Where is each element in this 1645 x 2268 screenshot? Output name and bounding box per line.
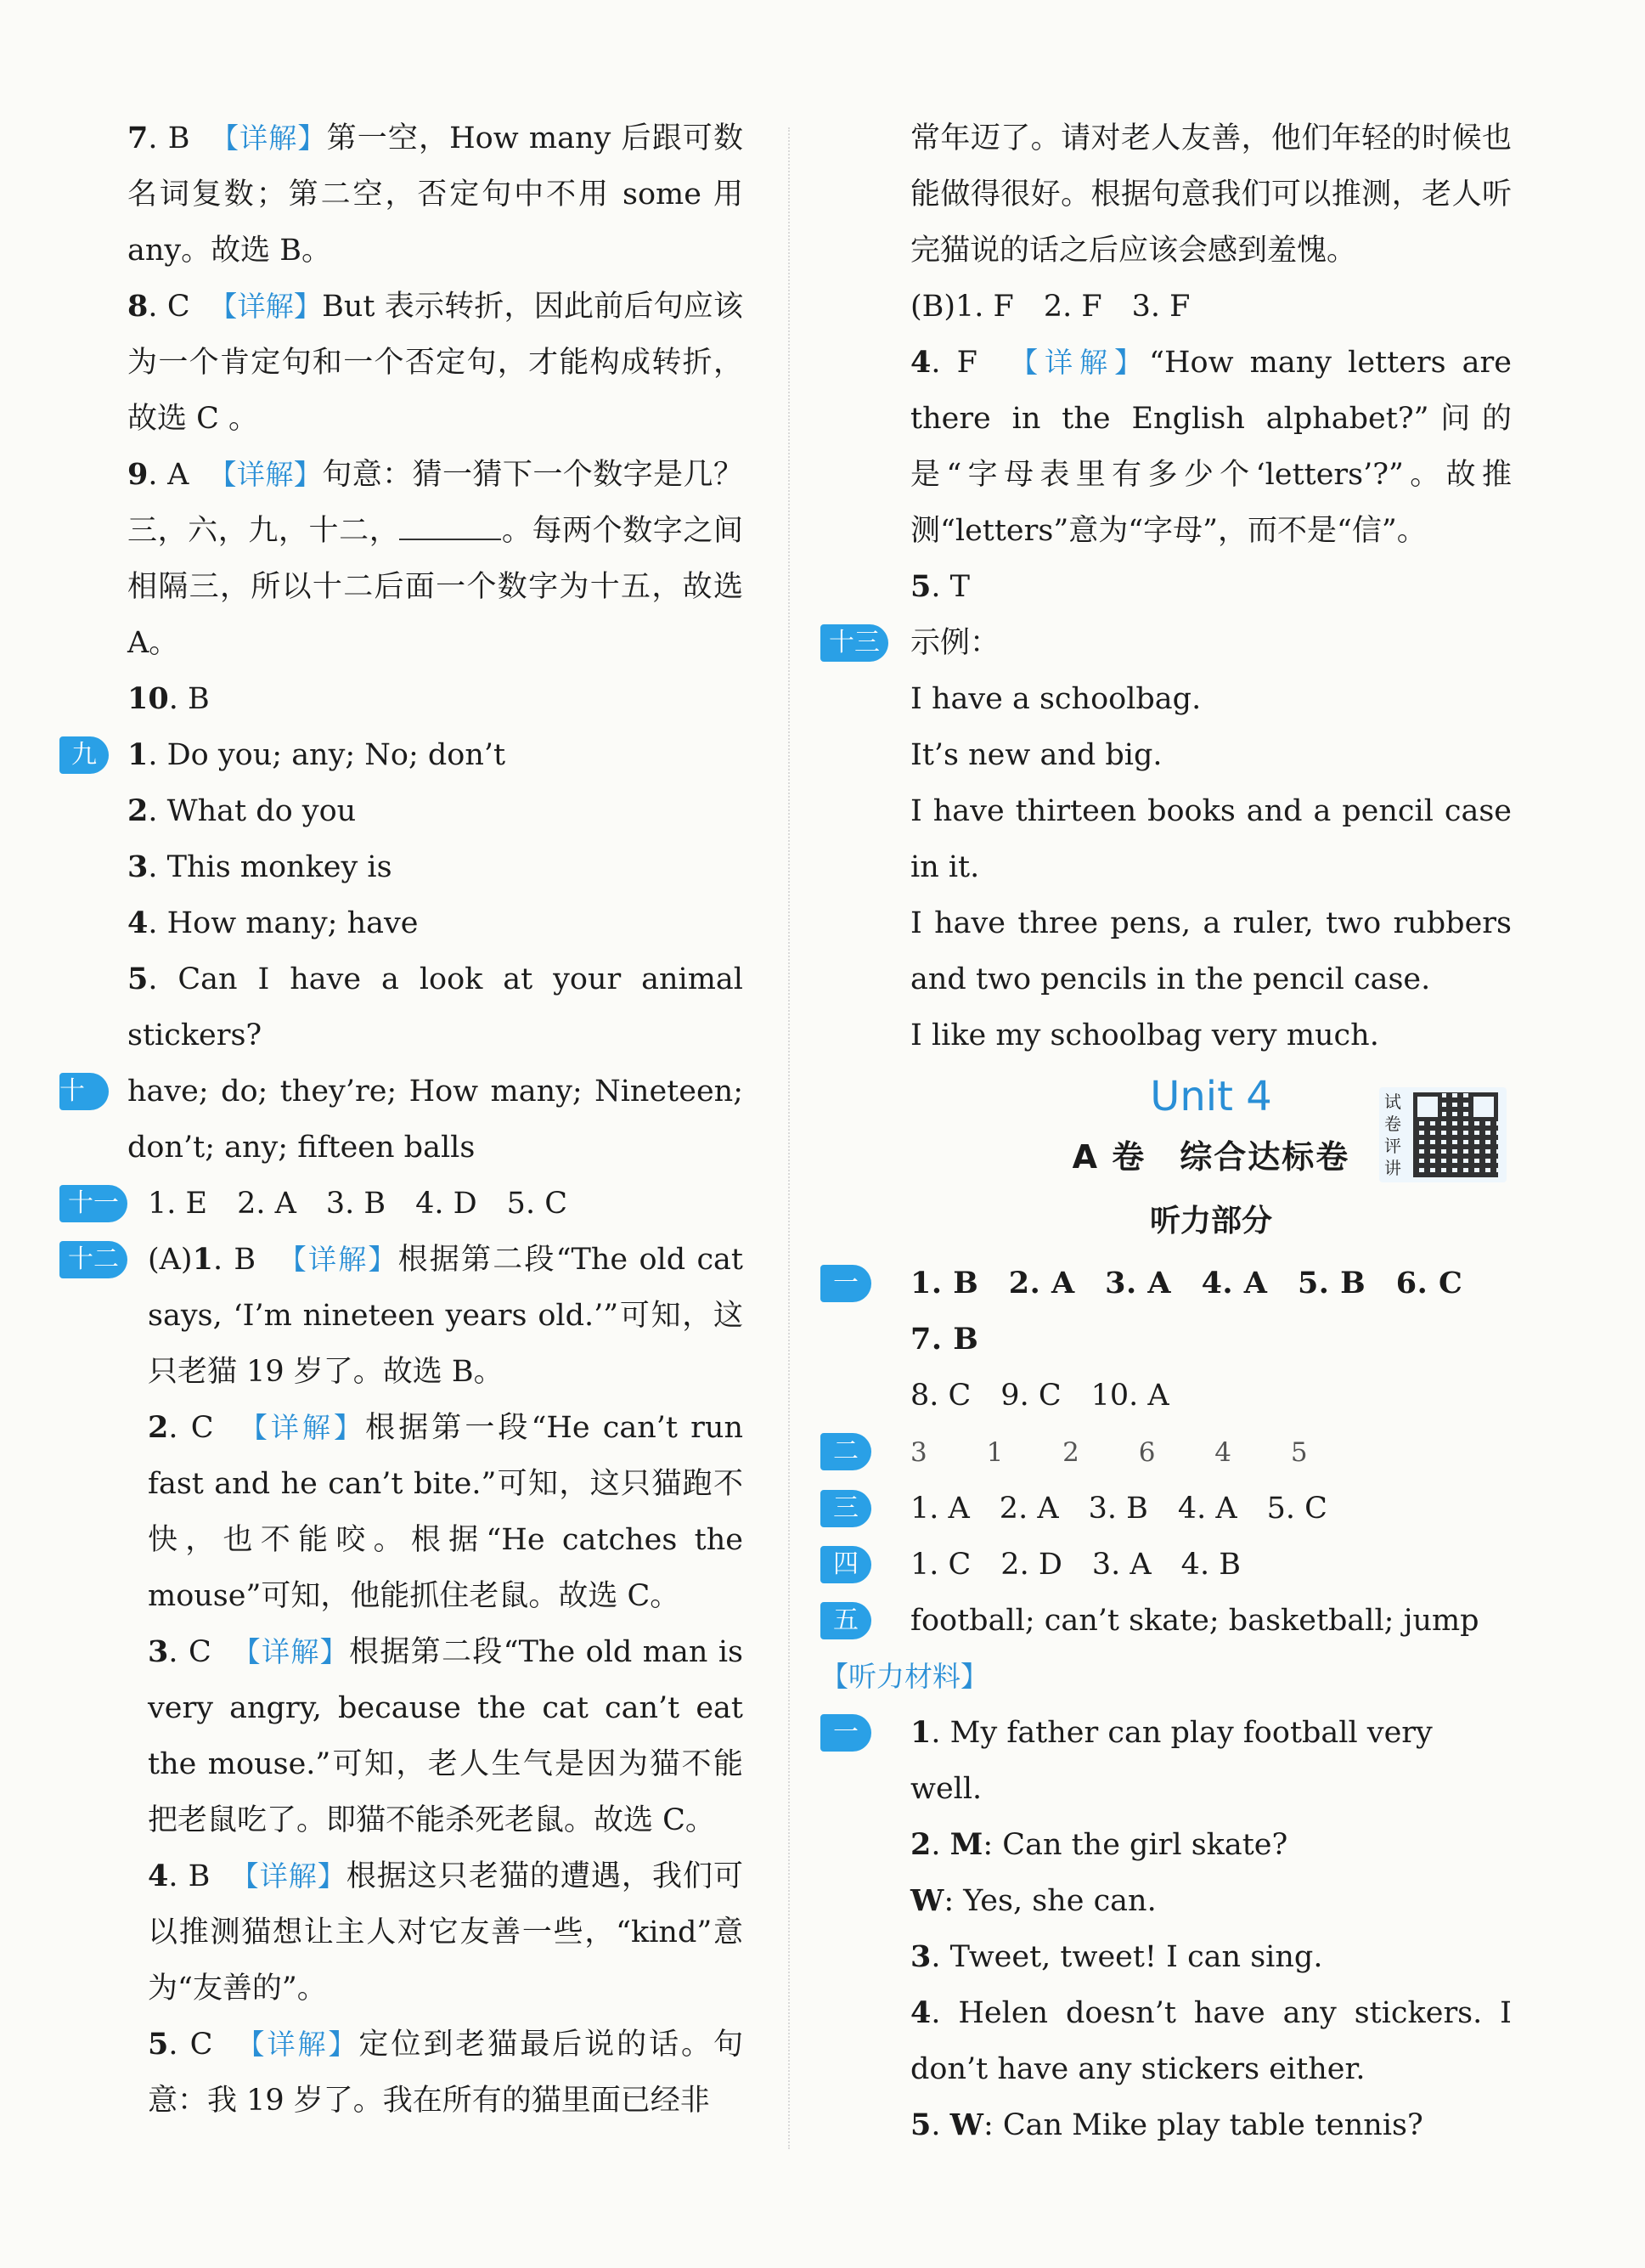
detail-tag: 【详解】 xyxy=(236,2028,359,2061)
answer-b4: 4. F 【详解】“How many letters are there in the English alphabet?”问的是“字母表里有多少个‘letters’?”。故推测“letters”意为“字母”，而不是“信”。 xyxy=(910,345,1512,548)
section-13 xyxy=(829,615,1512,1063)
example-label: 示例： xyxy=(910,626,1000,660)
answer-8: 8. C 【详解】But 表示转折，因此前后句应该为一个肯定句和一个否定句，才能构成转折，故选 C 。 xyxy=(127,289,743,436)
detail-tag: 【详解】 xyxy=(239,1411,366,1444)
section-badge: 十三 xyxy=(820,624,888,662)
section-10: 十 have; do; they’re; How many; Nineteen; don’t; any; fifteen balls xyxy=(59,1075,743,1165)
section-badge: 十二 xyxy=(59,1241,127,1278)
left-column xyxy=(59,110,743,2129)
section-badge: 十一 xyxy=(59,1185,127,1222)
example-line: I have three pens, a ruler, two rubbers and two pencils in the pencil case. xyxy=(910,906,1512,996)
list-item: 5. Can I have a look at your animal stickers? xyxy=(127,962,743,1052)
listening-section-5: 五 football; can’t skate; basketball; jump xyxy=(910,1593,1512,1649)
detail-tag: 【详解】 xyxy=(208,458,323,491)
answer-10: 10. B xyxy=(127,681,210,716)
listening-section-2: 二 3 1 2 6 4 5 xyxy=(910,1424,1512,1481)
section-9 xyxy=(71,727,743,1063)
list-item: 4. B 【详解】根据这只老猫的遭遇，我们可以推测猫想让主人对它友善一些，“kind”意为“友善的”。 xyxy=(148,1859,743,2006)
listening-title: 听力部分 xyxy=(1149,1204,1272,1238)
section-12 xyxy=(68,1232,743,2129)
example-line: It’s new and big. xyxy=(910,738,1163,772)
example-line: I have a schoolbag. xyxy=(910,682,1202,716)
fill-blank xyxy=(399,513,501,540)
answer-b-line: (B)1. F 2. F 3. F xyxy=(910,290,1191,324)
answer-7: 7. B 【详解】第一空，How many 后跟可数名词复数；第二空，否定句中不用 some 用 any。故选 B。 xyxy=(127,121,743,268)
section-badge: 九 xyxy=(59,736,109,774)
list-item: 3. C 【详解】根据第二段“The old man is very angry, because the cat can’t eat the mouse.”可知，老人生气是因为猫不能把老鼠吃了。即猫不能杀死老鼠。故选 C。 xyxy=(148,1634,743,1837)
qr-code-box[interactable] xyxy=(1379,1087,1507,1182)
section-badge: 十 xyxy=(59,1073,109,1110)
material-line: 1. My father can play football very well. xyxy=(910,1715,1433,1806)
detail-tag: 【详解】 xyxy=(1010,346,1150,379)
listening-section-3: 三 1. A 2. A 3. B 4. A 5. C xyxy=(910,1481,1512,1537)
material-section-1 xyxy=(833,1705,1512,2153)
material-line: W: Yes, she can. xyxy=(910,1883,1157,1918)
section-badge: 二 xyxy=(820,1433,871,1470)
unit-heading xyxy=(910,1067,1512,1255)
section-11: 十一 1. E 2. A 3. B 4. D 5. C xyxy=(127,1176,743,1232)
list-item: 1. Do you; any; No; don’t xyxy=(127,737,506,772)
detail-tag: 【详解】 xyxy=(232,1635,349,1668)
qr-label: 试卷评讲 xyxy=(1384,1092,1401,1178)
answer-b5: 5. T xyxy=(910,569,970,604)
listening-section-4: 四 1. C 2. D 3. A 4. B xyxy=(910,1537,1512,1593)
section-badge: 一 xyxy=(820,1265,871,1302)
detail-tag: 【详解】 xyxy=(211,121,327,155)
material-line: 4. Helen doesn’t have any stickers. I don’t have any stickers either. xyxy=(910,1995,1512,2086)
detail-tag: 【详解】 xyxy=(209,290,323,323)
section-badge: 五 xyxy=(820,1602,871,1639)
section-badge: 四 xyxy=(820,1546,871,1583)
example-line: I have thirteen books and a pencil case in it. xyxy=(910,794,1512,884)
list-item: 2. C 【详解】根据第一段“He can’t run fast and he can’t bite.”可知，这只猫跑不快，也不能咬。根据“He catches the mouse”可知，他能抓住老鼠。故选 C。 xyxy=(148,1410,743,1613)
right-column xyxy=(820,110,1512,2153)
section-badge: 一 xyxy=(820,1714,871,1752)
material-line: 2. M: Can the girl skate? xyxy=(910,1827,1288,1862)
section-badge: 三 xyxy=(820,1490,871,1527)
column-divider xyxy=(788,127,790,2149)
detail-tag: 【详解】 xyxy=(278,1243,398,1276)
qr-code-icon xyxy=(1413,1092,1498,1177)
material-title: 【听力材料】 xyxy=(820,1660,989,1693)
unit-subtitle: A 卷 综合达标卷 xyxy=(1072,1138,1350,1176)
list-item: 3. This monkey is xyxy=(127,849,392,884)
detail-tag: 【详解】 xyxy=(230,1859,346,1893)
example-line: I like my schoolbag very much. xyxy=(910,1018,1379,1052)
continued-text: 常年迈了。请对老人友善，他们年轻的时候也能做得很好。根据句意我们可以推测，老人听完猫说的话之后应该会感到羞愧。 xyxy=(910,121,1512,268)
list-item: (A)1. B 【详解】根据第二段“The old cat says, ‘I’m nineteen years old.’”可知，这只老猫 19 岁了。故选 B。 xyxy=(148,1242,743,1389)
list-item: 2. What do you xyxy=(127,793,357,828)
unit-title: Unit 4 xyxy=(1150,1073,1272,1120)
material-line: 5. W: Can Mike play table tennis? xyxy=(910,2107,1423,2142)
answer-9: 9. A 【详解】句意：猜一猜下一个数字是几？三，六，九，十二， 。每两个数字之间相隔三，所以十二后面一个数字为十五，故选 A。 xyxy=(127,457,743,660)
list-item: 5. C 【详解】定位到老猫最后说的话。句意：我 19 岁了。我在所有的猫里面已经非 xyxy=(148,2027,743,2118)
list-item: 4. How many; have xyxy=(127,906,419,940)
material-line: 3. Tweet, tweet! I can sing. xyxy=(910,1939,1323,1974)
listening-section-1: 一 1. B 2. A 3. A 4. A 5. B 6. C 7. B 8. C 9. C 10. A xyxy=(910,1255,1512,1424)
